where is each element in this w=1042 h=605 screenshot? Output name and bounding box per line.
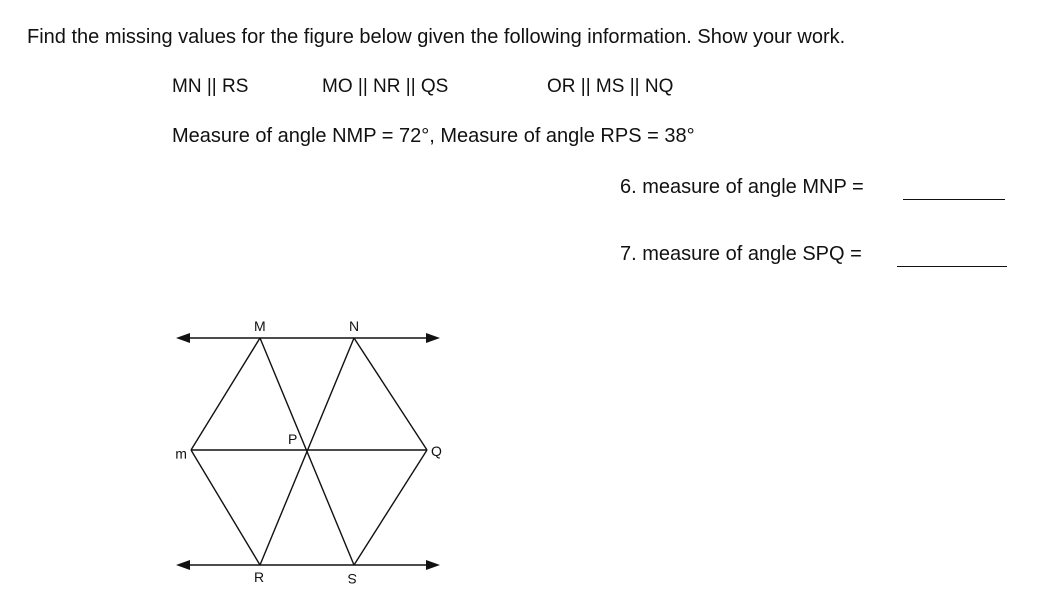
label-o: ᴟ — [172, 450, 188, 459]
label-n: N — [349, 318, 360, 334]
geometry-figure — [160, 300, 460, 590]
segment-nq — [354, 338, 427, 450]
arrow-left-bottom — [176, 560, 190, 570]
parallel-set-2: MO || NR || QS — [322, 76, 449, 97]
question-7-answer-blank[interactable] — [897, 266, 1007, 267]
question-6-label: 6. measure of angle MNP = — [620, 176, 864, 198]
arrow-right-top — [426, 333, 440, 343]
question-7-label: 7. measure of angle SPQ = — [620, 243, 862, 265]
label-r: R — [254, 569, 265, 585]
arrow-left-top — [176, 333, 190, 343]
parallel-set-1: MN || RS — [172, 76, 249, 97]
segment-mo — [191, 338, 260, 450]
label-p: P — [288, 431, 298, 447]
label-m: M — [254, 318, 266, 334]
given-angles: Measure of angle NMP = 72°, Measure of angle RPS = 38° — [172, 125, 695, 147]
question-6-answer-blank[interactable] — [903, 199, 1005, 200]
segment-qs — [354, 450, 427, 565]
instructions: Find the missing values for the figure below given the following information. Show your work. — [27, 26, 846, 48]
segment-or — [191, 450, 260, 565]
arrow-right-bottom — [426, 560, 440, 570]
question-7 — [620, 244, 862, 264]
label-s: S — [347, 571, 357, 587]
label-q: Q — [431, 443, 442, 459]
parallel-set-3: OR || MS || NQ — [547, 76, 674, 97]
question-6 — [620, 177, 864, 197]
